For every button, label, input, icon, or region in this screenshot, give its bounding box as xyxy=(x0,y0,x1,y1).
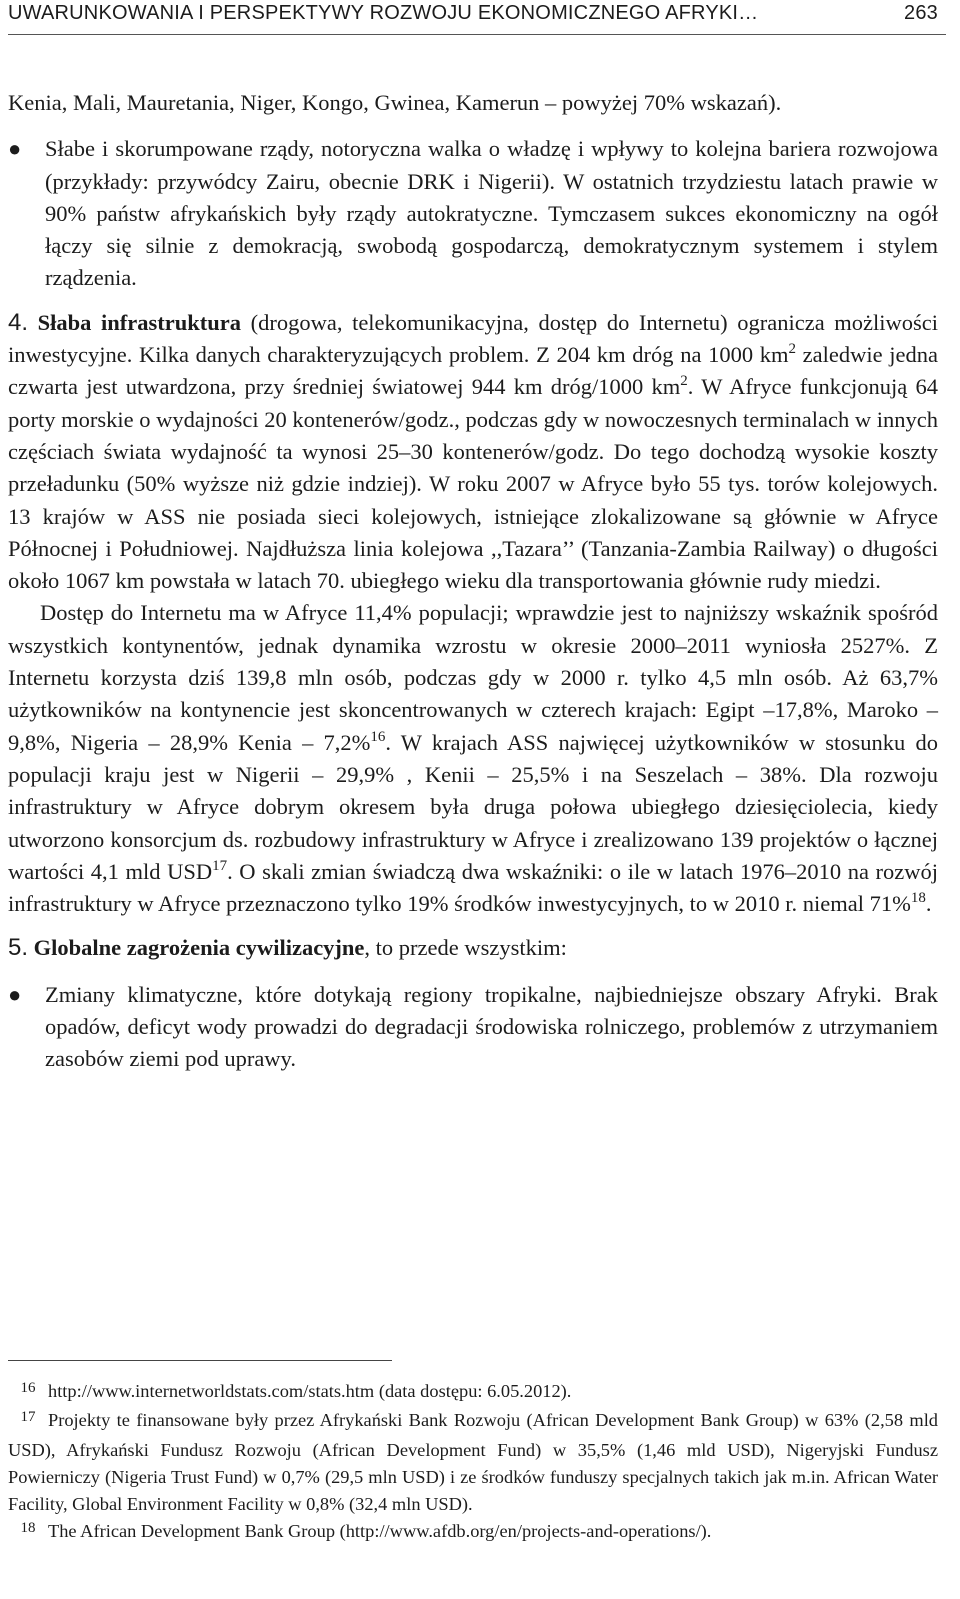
bullet-item-text: Zmiany klimatyczne, które dotykają regiony tropikalne, najbiedniejsze obszary Afryki. Brak opadów, deficyt wody prowadzi do degradacji środowiska rolniczego, problemów z utrzymaniem zasobów ziemi pod uprawy. xyxy=(45,981,938,1072)
item-text: (drogowa, telekomunikacyjna, dostęp do Internetu) ogranicza możliwości inwestycyjne. Kilka danych charakteryzujących problem. Z 204 km dróg na 1000 km xyxy=(8,309,939,368)
bullet-item-governance xyxy=(8,133,938,294)
footnote-separator xyxy=(8,1360,392,1361)
footnote-17 xyxy=(8,1407,938,1518)
running-header-title: UWARUNKOWANIA I PERSPEKTYWY ROZWOJU EKONOMICZNEGO AFRYKI… xyxy=(8,2,759,24)
footnote-number: 18 xyxy=(20,1520,36,1537)
footnotes xyxy=(8,1378,938,1548)
footnote-16 xyxy=(8,1378,938,1407)
numbered-item-4 xyxy=(8,307,938,598)
paragraph-text: . O skali zmian świadczą dwa wskaźniki: o ile w latach 1976–2010 na rozwój infrastruktury w Afryce przeznaczono tylko 19% środków inwestycyjnych, to w 2010 r. niemal 71% xyxy=(8,858,938,917)
bullet-icon: ● xyxy=(8,981,22,1007)
item-heading: Słaba infrastruktura xyxy=(37,309,242,335)
superscript: 2 xyxy=(680,373,688,390)
numbered-item-5 xyxy=(8,932,938,964)
footnote-text: Projekty te finansowane były przez Afrykański Bank Rozwoju (African Development Bank Group) w 63% (2,58 mld USD), Afrykański Fundusz Rozwoju (African Development Fund) w 35,5% (1,46 mld USD), Nigeryjski Fundusz Powierniczy (Nigeria Trust Fund) w 0,7% (29,5 mln USD) i ze środków funduszy specjalnych takich jak m.in. African Water Facility, Global Environment Facility w 0,8% (32,4 mln USD). xyxy=(8,1410,938,1515)
item-number: 5. xyxy=(8,934,29,962)
paragraph-text: . xyxy=(925,891,932,917)
bullet-icon: ● xyxy=(8,136,22,162)
footnote-18 xyxy=(8,1518,938,1547)
item-heading: Globalne zagrożenia cywilizacyjne xyxy=(33,935,365,961)
page-number: 263 xyxy=(904,2,938,24)
item-text: , to przede wszystkim: xyxy=(364,935,567,961)
footnote-text[interactable]: The African Development Bank Group (http://www.afdb.org/en/projects-and-operations/). xyxy=(48,1521,712,1542)
item-text: . W Afryce funkcjonują 64 porty morskie o wydajności 20 kontenerów/godz., podczas gdy w nowoczesnych terminalach w innych częściach świata wydajność ta wynosi 25–30 kontenerów/godz. Do tego dochodzą wysokie koszty przeładunku (50% wyższe niż gdzie indziej). W roku 2007 w Afryce było 55 tys. torów kolejowych. 13 krajów w ASS nie posiada sieci kolejowych, istniejące zlokalizowane są głównie w Afryce Północnej i Południowej. Najdłuższa linia kolejowa ,,Tazara’’ (Tanzania-Zambia Railway) o długości około 1067 km powstała w latach 70. ubiegłego wieku dla transportowania głównie rudy miedzi. xyxy=(8,374,939,594)
main-text xyxy=(8,87,938,1076)
item-text: zaledwie jedna czwarta jest utwardzona, przy średniej światowej 944 km dróg/1000 km xyxy=(8,342,938,400)
superscript: 2 xyxy=(788,341,796,358)
footnote-ref-17[interactable]: 17 xyxy=(212,857,228,874)
item-number: 4. xyxy=(8,308,29,336)
paragraph-text: Dostęp do Internetu ma w Afryce 11,4% populacji; wprawdzie jest to najniższy wskaźnik spośród wszystkich kontynentów, jednak dynamika wzrostu w okresie 2000–2011 wyniosła 2527%. Z Internetu korzysta dziś 139,8 mln osób, podczas gdy w 2000 r. tylko 4,5 mln osób. Aż 63,7% użytkowników na kontynencie jest skoncentrowanych w czterech krajach: Egipt –17,8%, Maroko – 9,8%, Nigeria – 28,9% Kenia – 7,2% xyxy=(8,600,938,755)
footnote-ref-16[interactable]: 16 xyxy=(370,728,386,745)
bullet-item-text: Słabe i skorumpowane rządy, notoryczna walka o władzę i wpływy to kolejna bariera rozwojowa (przykłady: przywódcy Zairu, obecnie DRK i Nigerii). W ostatnich trzydziestu latach prawie w 90% państw afrykańskich były rządy autokratyczne. Tymczasem sukces ekonomiczny na ogół łączy się silnie z demokracją, swobodą gospodarczą, demokratycznym systemem i stylem rządzenia. xyxy=(45,136,938,291)
paragraph-internet xyxy=(8,597,938,920)
footnote-ref-18[interactable]: 18 xyxy=(910,890,926,907)
running-header xyxy=(8,0,946,35)
bullet-item-climate xyxy=(8,979,938,1076)
footnote-number: 16 xyxy=(20,1380,36,1396)
footnote-text[interactable]: http://www.internetworldstats.com/stats.htm (data dostępu: 6.05.2012). xyxy=(48,1381,572,1401)
footnote-number: 17 xyxy=(20,1409,36,1426)
paragraph-continued: Kenia, Mali, Mauretania, Niger, Kongo, Gwinea, Kamerun – powyżej 70% wskazań). xyxy=(8,90,782,115)
paragraph-text: . W krajach ASS najwięcej użytkowników w stosunku do populacji kraju jest w Nigerii – 29,9% , Kenii – 25,5% i na Seszelach – 38%. Dla rozwoju infrastruktury w Afryce dobrym okresem była druga połowa ubiegłego dziesięciolecia, kiedy utworzono konsorcjum ds. rozbudowy infrastruktury w Afryce i zrealizowano 139 projektów o łącznej wartości 4,1 mld USD xyxy=(8,729,938,884)
